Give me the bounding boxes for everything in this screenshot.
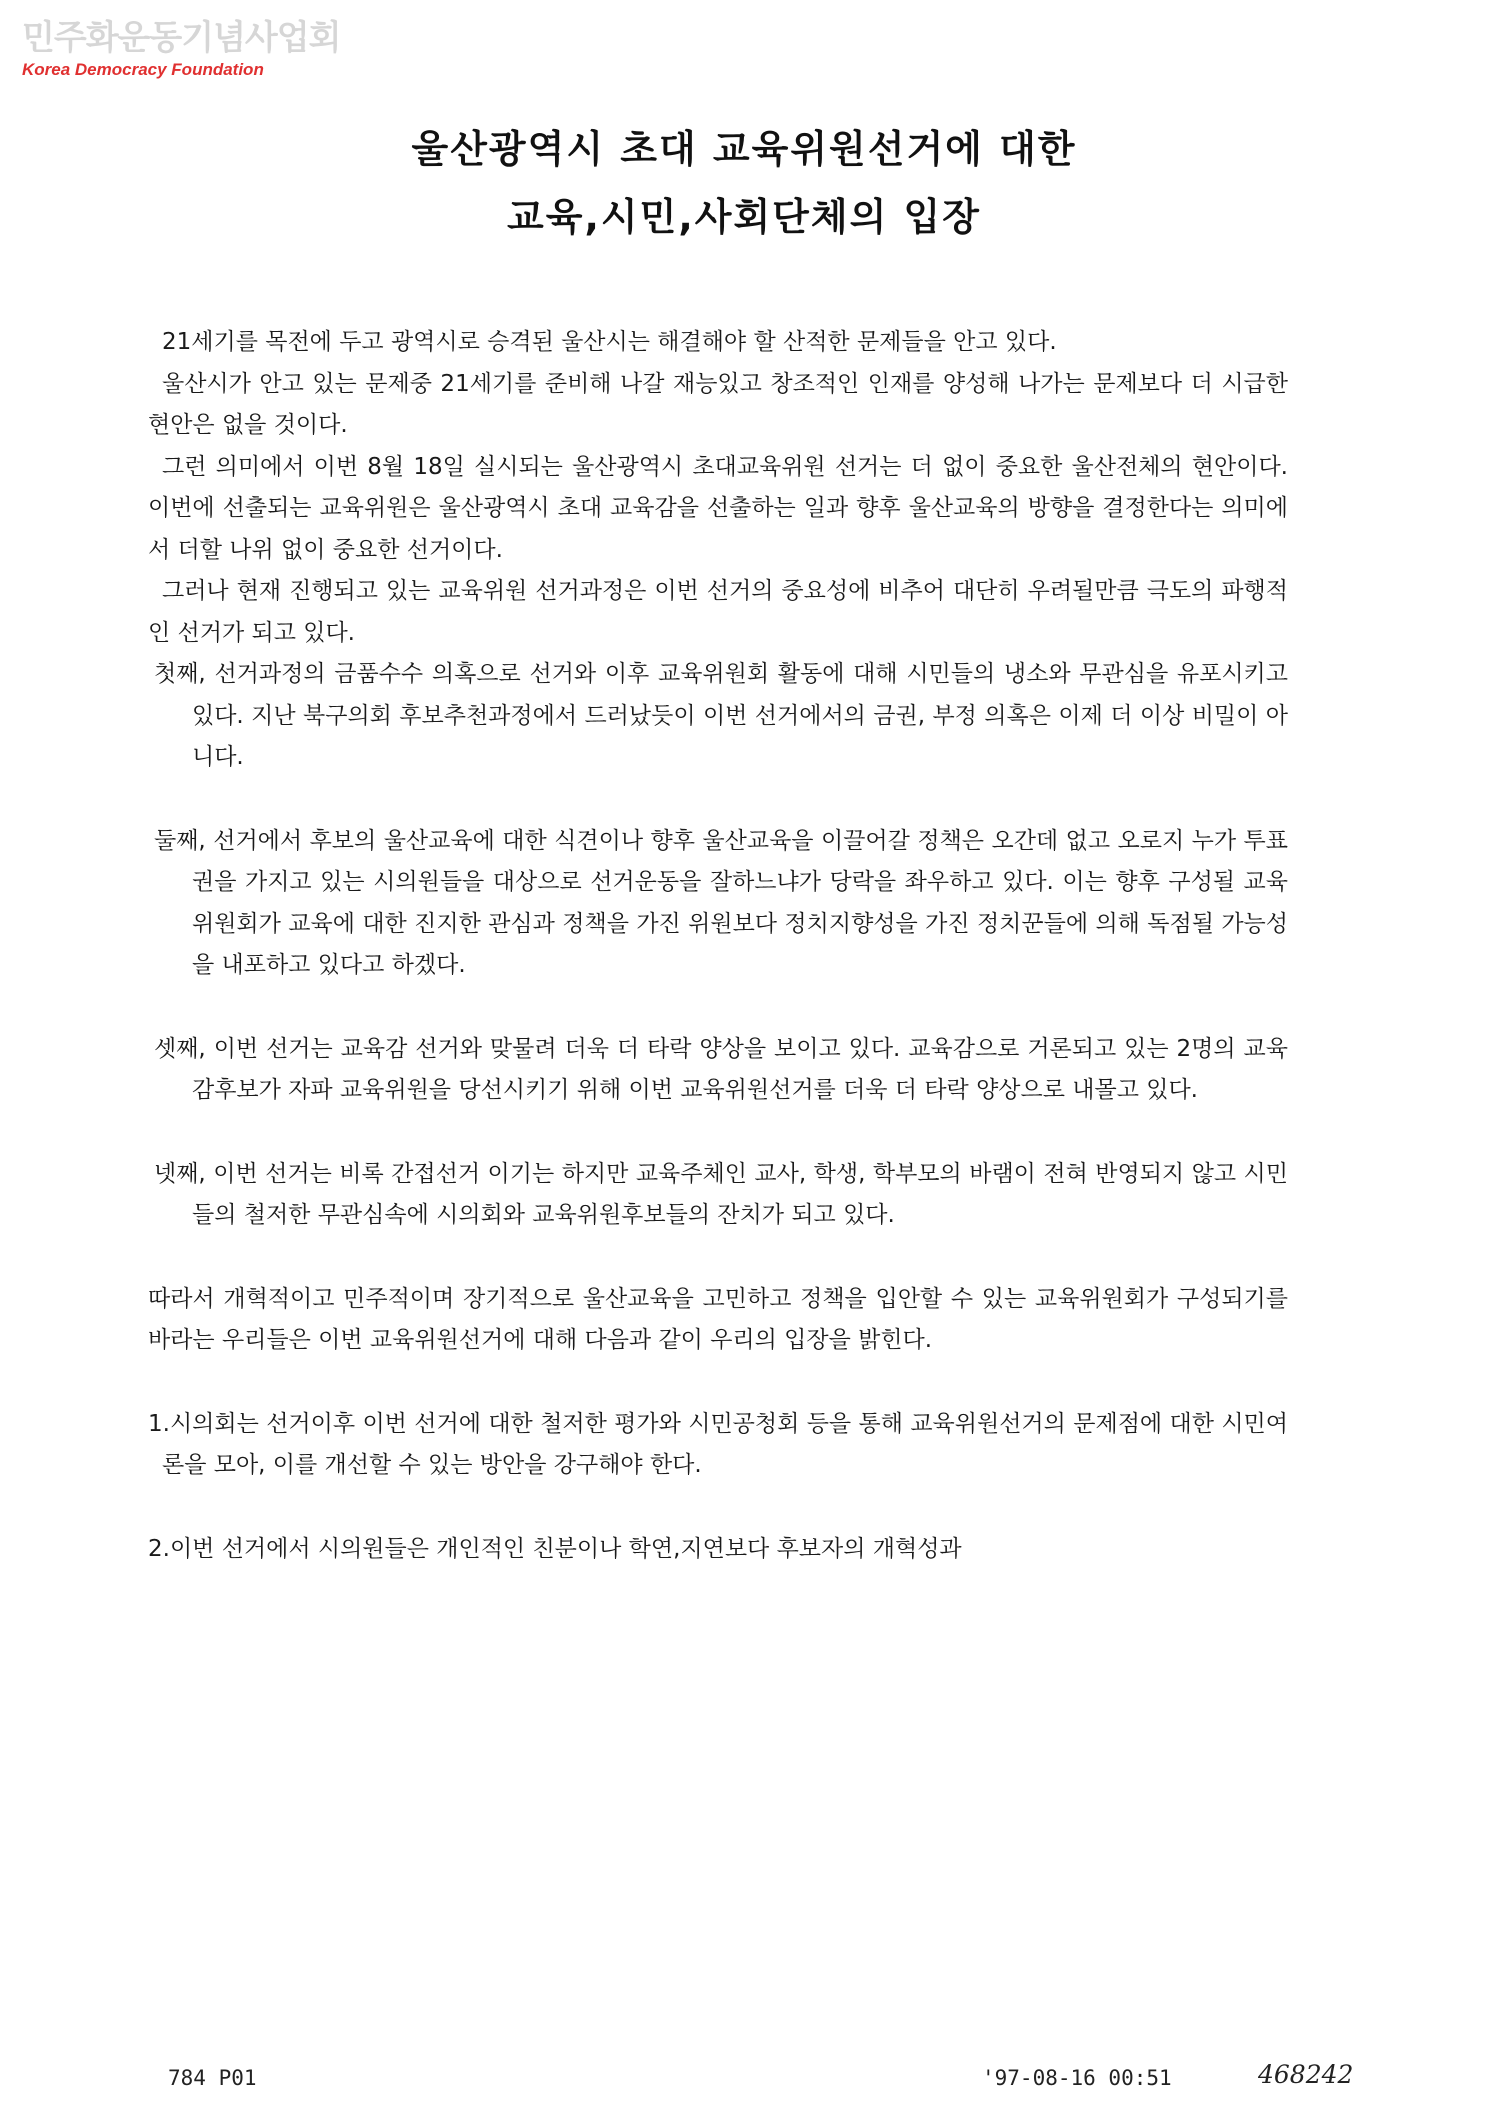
document-number: 468242 — [1258, 2060, 1354, 2089]
issue-item-first: 첫째, 선거과정의 금품수수 의혹으로 선거와 이후 교육위원회 활동에 대해 시민들의 냉소와 무관심을 유포시키고 있다. 지난 북구의회 후보추천과정에서 드러났듯이 이번 선거에서의 금권, 부정 의혹은 이제 더 이상 비밀이 아니다. — [154, 661, 1288, 770]
watermark-english: Korea Democracy Foundation — [22, 60, 264, 79]
paragraph: 21세기를 목전에 두고 광역시로 승격된 울산시는 해결해야 할 산적한 문제들을 안고 있다. — [162, 329, 1057, 355]
issue-item-fourth: 넷째, 이번 선거는 비록 간접선거 이기는 하지만 교육주체인 교사, 학생, 학부모의 바램이 전혀 반영되지 않고 시민들의 철저한 무관심속에 시의회와 교육위원후보들의 잔치가 되고 있다. — [154, 1160, 1288, 1228]
page-title-line-1: 울산광역시 초대 교육위원선거에 대한 — [411, 127, 1077, 171]
numbered-item-1: 1.시의회는 선거이후 이번 선거에 대한 철저한 평가와 시민공청회 등을 통해 교육위원선거의 문제점에 대한 시민여론을 모아, 이를 개선할 수 있는 방안을 강구해야 한다. — [148, 1410, 1288, 1478]
paragraph: 그런 의미에서 이번 8월 18일 실시되는 울산광역시 초대교육위원 선거는 더 없이 중요한 울산전체의 현안이다. 이번에 선출되는 교육위원은 울산광역시 초대 교육감을 선출하는 일과 향후 울산교육의 방향을 결정한다는 의미에서 더할 나위 없이 중요한 선거이다. — [148, 453, 1288, 563]
issue-item-second: 둘째, 선거에서 후보의 울산교육에 대한 식견이나 향후 울산교육을 이끌어갈 정책은 오간데 없고 오로지 누가 투표권을 가지고 있는 시의원들을 대상으로 선거운동을 잘하느냐가 당락을 좌우하고 있다. 이는 향후 구성될 교육위원회가 교육에 대한 진지한 관심과 정책을 가진 위원보다 정치지향성을 가진 정치꾼들에 의해 독점될 가능성을 내포하고 있다고 하겠다. — [154, 827, 1288, 978]
conclusion-paragraph: 따라서 개혁적이고 민주적이며 장기적으로 울산교육을 고민하고 정책을 입안할 수 있는 교육위원회가 구성되기를 바라는 우리들은 이번 교육위원선거에 대해 다음과 같이 우리의 입장을 밝힌다. — [148, 1285, 1288, 1353]
page-title-line-2: 교육,시민,사회단체의 입장 — [507, 195, 981, 239]
numbered-item-2: 2.이번 선거에서 시의원들은 개인적인 친분이나 학연,지연보다 후보자의 개혁성과 — [148, 1535, 962, 1562]
paragraph: 그러나 현재 진행되고 있는 교육위원 선거과정은 이번 선거의 중요성에 비추어 대단히 우려될만큼 극도의 파행적인 선거가 되고 있다. — [148, 578, 1288, 646]
watermark-logo — [22, 18, 340, 80]
fax-timestamp: '97-08-16 00:51 — [982, 2066, 1172, 2090]
document-body — [148, 322, 1288, 1570]
watermark-korean: 민주화운동기념사업회 — [22, 18, 341, 58]
issue-item-third: 셋째, 이번 선거는 교육감 선거와 맞물려 더욱 더 타락 양상을 보이고 있다. 교육감으로 거론되고 있는 2명의 교육감후보가 자파 교육위원을 당선시키기 위해 이번 교육위원선거를 더욱 더 타락 양상으로 내몰고 있다. — [154, 1035, 1288, 1103]
paragraph: 울산시가 안고 있는 문제중 21세기를 준비해 나갈 재능있고 창조적인 인재를 양성해 나가는 문제보다 더 시급한 현안은 없을 것이다. — [148, 370, 1288, 438]
fax-page-marker: 784 P01 — [168, 2066, 257, 2090]
